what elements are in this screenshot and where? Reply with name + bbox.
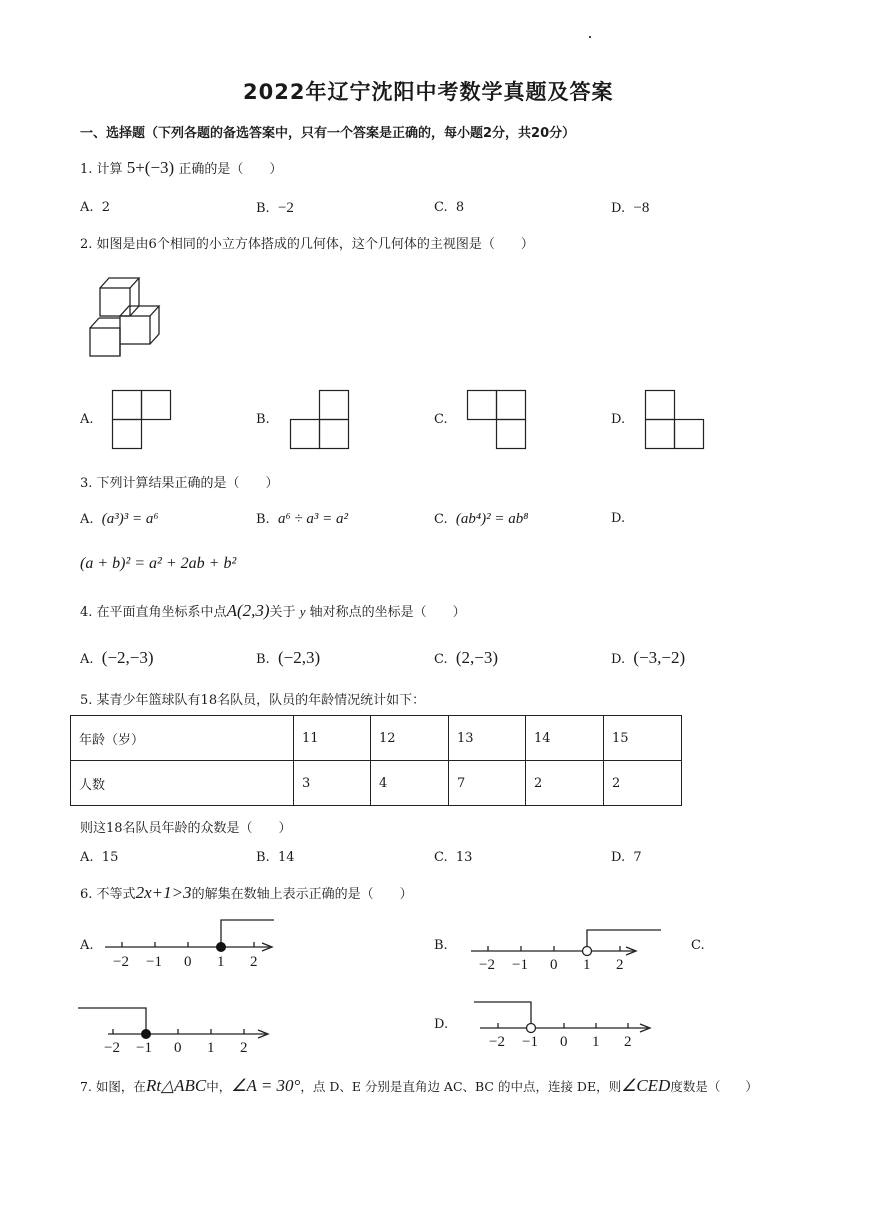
q6-option-d: D. — [434, 1017, 449, 1032]
table-cell: 人数 — [71, 761, 294, 806]
q4-option-c: C. (2,−3) — [434, 648, 499, 667]
question-5-followup: 则这18名队员年龄的众数是（ ） — [80, 821, 292, 836]
tick-label: −2 — [113, 954, 129, 970]
expression: 5+(−3) — [126, 158, 175, 177]
q3-option-c: C. (ab⁴)² = ab⁸ — [434, 511, 529, 527]
q5-option-a: A. 15 — [80, 850, 119, 865]
scan-dot — [589, 36, 591, 38]
q1-option-b: B. −2 — [256, 200, 294, 216]
tick-label: −2 — [104, 1040, 120, 1056]
question-text: 下列计算结果正确的是（ ） — [96, 476, 279, 491]
q2-option-b: B. — [256, 412, 270, 427]
q5-option-d: D. 7 — [611, 850, 642, 865]
tick-label: 0 — [550, 957, 558, 973]
tick-label: −1 — [522, 1034, 538, 1050]
tick-label: 2 — [624, 1034, 632, 1050]
table-cell: 4 — [371, 761, 449, 806]
front-view-b — [290, 390, 350, 450]
q3-option-d-label: D. — [611, 511, 626, 526]
q3-option-b: B. a⁶ ÷ a³ = a² — [256, 511, 349, 527]
q3-option-d: (a + b)² = a² + 2ab + b² — [80, 555, 237, 572]
q4-option-a: A. (−2,−3) — [80, 648, 154, 667]
table-row — [71, 716, 682, 761]
point-a: A(2,3) — [226, 601, 270, 620]
number-line-d — [472, 998, 662, 1050]
table-cell: 2 — [604, 761, 682, 806]
question-3: 3. 下列计算结果正确的是（ ） — [80, 476, 279, 491]
number-line-b — [466, 924, 666, 974]
table-cell: 13 — [449, 716, 526, 761]
q2-option-d: D. — [611, 412, 626, 427]
inequality: 2x+1>3 — [135, 883, 192, 902]
question-1 — [80, 158, 282, 178]
question-2: 2. 如图是由6个相同的小立方体搭成的几何体，这个几何体的主视图是（ ） — [80, 237, 534, 252]
question-text: 计算 — [96, 162, 123, 177]
section-heading: 一、选择题（下列各题的备选答案中，只有一个答案是正确的，每小题2分，共20分） — [80, 126, 576, 141]
q4-option-b: B. (−2,3) — [256, 648, 321, 667]
front-view-d — [645, 390, 705, 450]
question-5: 5. 某青少年篮球队有18名队员，队员的年龄情况统计如下： — [80, 693, 426, 708]
table-cell: 7 — [449, 761, 526, 806]
q1-option-d: D. −8 — [611, 200, 650, 216]
question-text: 某青少年篮球队有18名队员，队员的年龄情况统计如下： — [96, 693, 426, 708]
q2-option-a: A. — [80, 412, 94, 427]
q3-option-a: A. (a³)³ = a⁶ — [80, 511, 159, 527]
question-number: 1. — [80, 162, 93, 177]
cube-solid-figure — [85, 276, 175, 360]
tick-label: 1 — [217, 954, 225, 970]
tick-label: −2 — [489, 1034, 505, 1050]
tick-label: 1 — [207, 1040, 215, 1056]
angle-a: ∠A = 30° — [231, 1076, 301, 1095]
table-row — [71, 761, 682, 806]
tick-label: 0 — [174, 1040, 182, 1056]
table-cell: 11 — [294, 716, 371, 761]
question-4: 4. 在平面直角坐标系中点A(2,3)关于 y 轴对称点的坐标是（ ） — [80, 601, 466, 620]
tick-label: 2 — [250, 954, 258, 970]
table-cell: 15 — [604, 716, 682, 761]
tick-label: −2 — [479, 957, 495, 973]
table-cell: 2 — [526, 761, 604, 806]
q4-option-d: D. (−3,−2) — [611, 648, 686, 667]
q1-option-a: A. 2 — [80, 200, 111, 215]
question-text: 如图是由6个相同的小立方体搭成的几何体，这个几何体的主视图是（ ） — [96, 237, 534, 252]
table-cell: 3 — [294, 761, 371, 806]
tick-label: 1 — [583, 957, 591, 973]
tick-label: −1 — [146, 954, 162, 970]
front-view-a — [112, 390, 172, 450]
tick-label: −1 — [512, 957, 528, 973]
tick-label: 2 — [616, 957, 624, 973]
table-cell: 12 — [371, 716, 449, 761]
tick-label: 0 — [184, 954, 192, 970]
tick-label: −1 — [136, 1040, 152, 1056]
q1-option-c: C. 8 — [434, 200, 465, 215]
q5-option-b: B. 14 — [256, 850, 295, 865]
table-cell: 14 — [526, 716, 604, 761]
q2-option-c: C. — [434, 412, 448, 427]
q6-option-a: A. — [80, 938, 94, 953]
tick-label: 0 — [560, 1034, 568, 1050]
page-title: 2022年辽宁沈阳中考数学真题及答案 — [243, 80, 614, 104]
table-cell: 年龄（岁） — [71, 716, 294, 761]
question-text: 正确的是（ ） — [178, 162, 283, 177]
front-view-c — [467, 390, 527, 450]
tick-label: 2 — [240, 1040, 248, 1056]
triangle-name: Rt△ABC — [145, 1076, 207, 1095]
q6-option-b: B. — [434, 938, 448, 953]
angle-ced: ∠CED — [621, 1076, 671, 1095]
tick-label: 1 — [592, 1034, 600, 1050]
q5-option-c: C. 13 — [434, 850, 473, 865]
number-line-a — [100, 916, 280, 972]
number-line-c — [78, 1004, 278, 1056]
age-table — [70, 715, 682, 806]
q6-option-c: C. — [691, 938, 705, 953]
question-6: 6. 不等式2x+1>3的解集在数轴上表示正确的是（ ） — [80, 883, 413, 902]
question-7: 7. 如图，在Rt△ABC中，∠A = 30°，点 D、E 分别是直角边 AC、BC 的中点，连接 DE，则∠CED度数是（ ） — [80, 1076, 758, 1095]
